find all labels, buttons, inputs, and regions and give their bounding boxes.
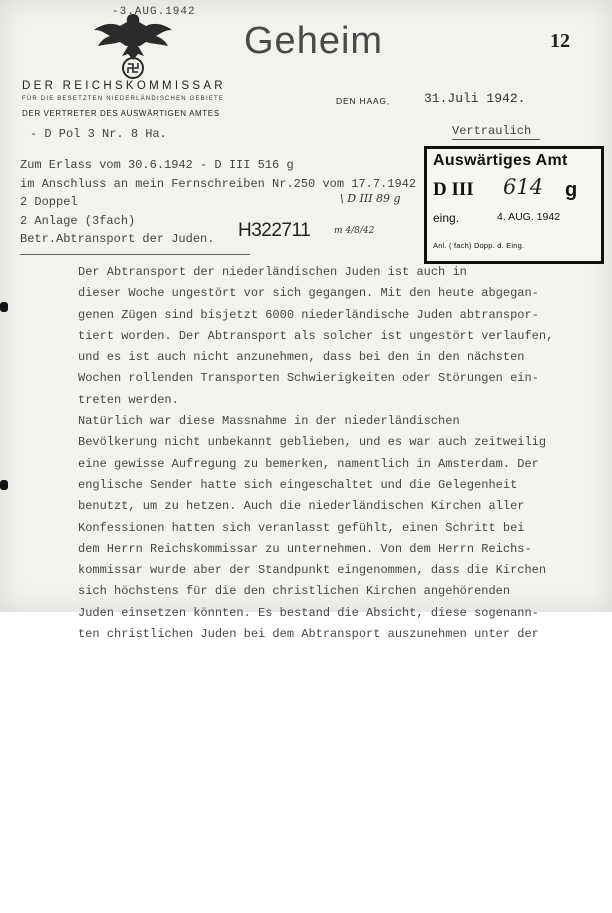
stamp-office: Auswärtiges Amt	[433, 152, 568, 169]
body-line: tiert worden. Der Abtransport als solcher ist ungestört verlaufen,	[78, 328, 554, 343]
reference-line: im Anschluss an mein Fernschreiben Nr.250 vom 17.7.1942	[20, 176, 417, 191]
body-line: eine gewisse Aufregung zu bemerken, namentlich in Amsterdam. Der	[78, 456, 539, 471]
body-line: Natürlich war diese Massnahme in der niederländischen	[78, 414, 460, 429]
file-reference: - D Pol 3 Nr. 8 Ha.	[30, 127, 167, 141]
received-date-mark: -3.AUG.1942	[112, 6, 196, 18]
stamp-department: D III	[433, 179, 474, 200]
stamp-footer: Anl. ( fach) Dopp. d. Eing.	[433, 241, 525, 250]
letter-date: 31.Juli 1942.	[424, 91, 526, 106]
handwritten-initials: m 4/8/42	[334, 226, 375, 236]
eagle-emblem-icon	[92, 8, 174, 80]
organization-subtitle: FÜR DIE BESETZTEN NIEDERLÄNDISCHEN GEBIETE	[22, 96, 225, 102]
body-line: Juden einsetzen könnten. Es bestand die Absicht, diese sogenann-	[78, 605, 539, 620]
body-line: dem Herrn Reichskommissar zu unternehmen. Von dem Herrn Reichs-	[78, 541, 532, 556]
body-line: ten christlichen Juden bei dem Abtransport auszunehmen unter der	[78, 627, 539, 642]
classification-heading: Geheim	[244, 20, 384, 62]
letter-body	[78, 262, 553, 645]
body-line: benutzt, um zu hetzen. Auch die niederländischen Kirchen aller	[78, 499, 525, 514]
body-line: Bevölkerung nicht unbekannt geblieben, und es war auch zeitweilig	[78, 435, 547, 450]
body-line: Wochen rollenden Transporten Schwierigkeiten oder Störungen ein-	[78, 371, 539, 386]
confidential-underline	[452, 139, 540, 140]
body-line: sich höchstens für die den christlichen Kirchen angehörenden	[78, 584, 511, 599]
punch-hole	[0, 302, 8, 312]
body-line: dieser Woche ungestört vor sich gegangen. Mit den heute abgegan-	[78, 286, 539, 301]
subject-underline	[20, 254, 250, 255]
page-number: 12	[550, 30, 570, 52]
representative-line: DER VERTRETER DES AUSWÄRTIGEN AMTES	[22, 109, 220, 118]
punch-hole	[0, 480, 8, 490]
confidential-label: Vertraulich	[452, 124, 532, 138]
reference-line: 2 Doppel	[20, 195, 78, 209]
body-line: kommissar wurde aber der Standpunkt eingenommen, dass die Kirchen	[78, 563, 547, 578]
body-line: genen Zügen sind bisjetzt 6000 niederländische Juden abtranspor-	[78, 307, 539, 322]
receipt-stamp	[424, 146, 604, 264]
body-line: Der Abtransport der niederländischen Juden ist auch in	[78, 265, 467, 279]
body-line: englische Sender hatte sich eingeschaltet und die Gelegenheit	[78, 477, 518, 492]
reference-line: 2 Anlage (3fach)	[20, 213, 136, 228]
reference-line: Zum Erlass vom 30.6.1942 - D III 516 g	[20, 158, 294, 172]
body-line: und es ist auch nicht anzunehmen, dass bei den in den nächsten	[78, 350, 525, 365]
stamp-received-date: 4. AUG. 1942	[497, 211, 561, 223]
handwritten-department-note: \ D III 89 g	[340, 192, 401, 205]
body-line: treten werden.	[78, 392, 179, 407]
stamp-classification: g	[565, 179, 578, 201]
subject-line: Betr.Abtransport der Juden.	[20, 232, 215, 246]
archive-number: H322711	[238, 220, 311, 241]
body-line: Konfessionen hatten sich veranlasst gefühlt, einen Schritt bei	[78, 520, 525, 535]
stamp-received-label: eing.	[433, 211, 460, 225]
stamp-number: 614	[503, 175, 544, 199]
organization-title: DER REICHSKOMMISSAR	[22, 80, 226, 92]
place-label: DEN HAAG,	[336, 96, 390, 106]
